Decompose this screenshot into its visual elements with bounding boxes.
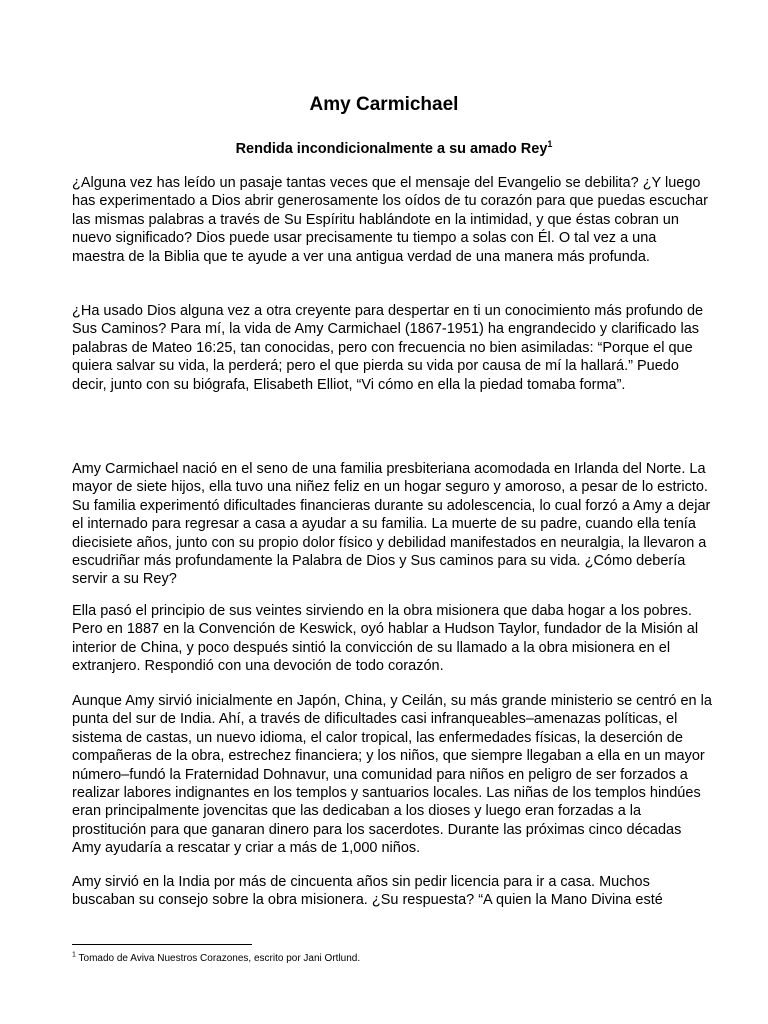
paragraph: Amy sirvió en la India por más de cincuenta años sin pedir licencia para ir a casa. Muchos buscaban su consejo sobre la obra misionera. ¿Su respuesta? “A quien la Mano Divina esté: [72, 874, 663, 909]
paragraph: ¿Alguna vez has leído un pasaje tantas veces que el mensaje del Evangelio se debilita? ¿Y luego has experimentado a Dios abrir generosamente los oídos de tu corazón para que puedas escuchar las mismas palabras a través de Su Espíritu hablándote en la intimidad, y que éstas cobran un nuevo significado? Dios puede usar precisamente tu tiempo a solas con Él. O tal vez a una maestra de la Biblia que te ayude a ver una antigua verdad de una manera más profunda.: [72, 175, 708, 265]
footnote-reference: 1: [547, 139, 553, 150]
footnote-marker: 1: [72, 951, 76, 959]
subtitle-text: Rendida incondicionalmente a su amado Rey: [235, 141, 548, 157]
footnote-text: Tomado de Aviva Nuestros Corazones, escrito por Jani Ortlund.: [75, 953, 361, 964]
paragraph: ¿Ha usado Dios alguna vez a otra creyente para despertar en ti un conocimiento más profundo de Sus Caminos? Para mí, la vida de Amy Carmichael (1867-1951) ha engrandecido y clarificado las palabras de Mateo 16:25, tan conocidas, pero con frecuencia no bien asimiladas: “Porque el que quiera salvar su vida, la perderá; pero el que pierda su vida por causa de mí la hallará.” Puedo decir, junto con su biógrafa, Elisabeth Elliot, “Vi cómo en ella la piedad tomaba forma”.: [72, 303, 704, 393]
page-subtitle: [0, 139, 768, 159]
paragraph: Ella pasó el principio de sus veintes sirviendo en la obra misionera que daba hogar a los pobres. Pero en 1887 en la Convención de Keswick, oyó hablar a Hudson Taylor, fundador de la Misión al interior de China, y poco después sintió la convicción de su llamado a la obra misionera en el extranjero. Respondió con una devoción de todo corazón.: [72, 603, 699, 675]
footnote-divider: [72, 944, 252, 945]
page-title: Amy Carmichael: [309, 94, 459, 115]
paragraph: Aunque Amy sirvió inicialmente en Japón, China, y Ceilán, su más grande ministerio se centró en la punta del sur de India. Ahí, a través de dificultades casi infranqueables–amenazas políticas, el sistema de castas, un nuevo idioma, el calor tropical, las enfermedades físicas, la deserción de compañeras de la obra, estrechez financiera; y los niños, que siempre llegaban a ella en un mayor número–fundó la Fraternidad Dohnavur, una comunidad para niños en peligro de ser forzados a realizar labores indignantes en los templos y santuarios locales. Las niñas de los templos hindúes eran principalmente jovencitas que las dedicaban a los dioses y luego eran forzadas a la prostitución para que ganaran dinero para los sacerdotes. Durante las próximas cinco décadas Amy ayudaría a rescatar y criar a más de 1,000 niños.: [72, 693, 712, 857]
paragraph: Amy Carmichael nació en el seno de una familia presbiteriana acomodada en Irlanda del Norte. La mayor de siete hijos, ella tuvo una niñez feliz en un hogar seguro y amoroso, a pesar de lo estricto. Su familia experimentó dificultades financieras durante su adolescencia, lo cual forzó a Amy a dejar el internado para regresar a casa a ayudar a su familia. La muerte de su padre, cuando ella tenía diecisiete años, junto con su propio dolor físico y debilidad manifestados en neuralgia, la llevaron a escudriñar más profundamente la Palabra de Dios y Sus caminos para su vida. ¿Cómo debería servir a su Rey?: [72, 461, 711, 588]
footnote: [72, 952, 712, 966]
